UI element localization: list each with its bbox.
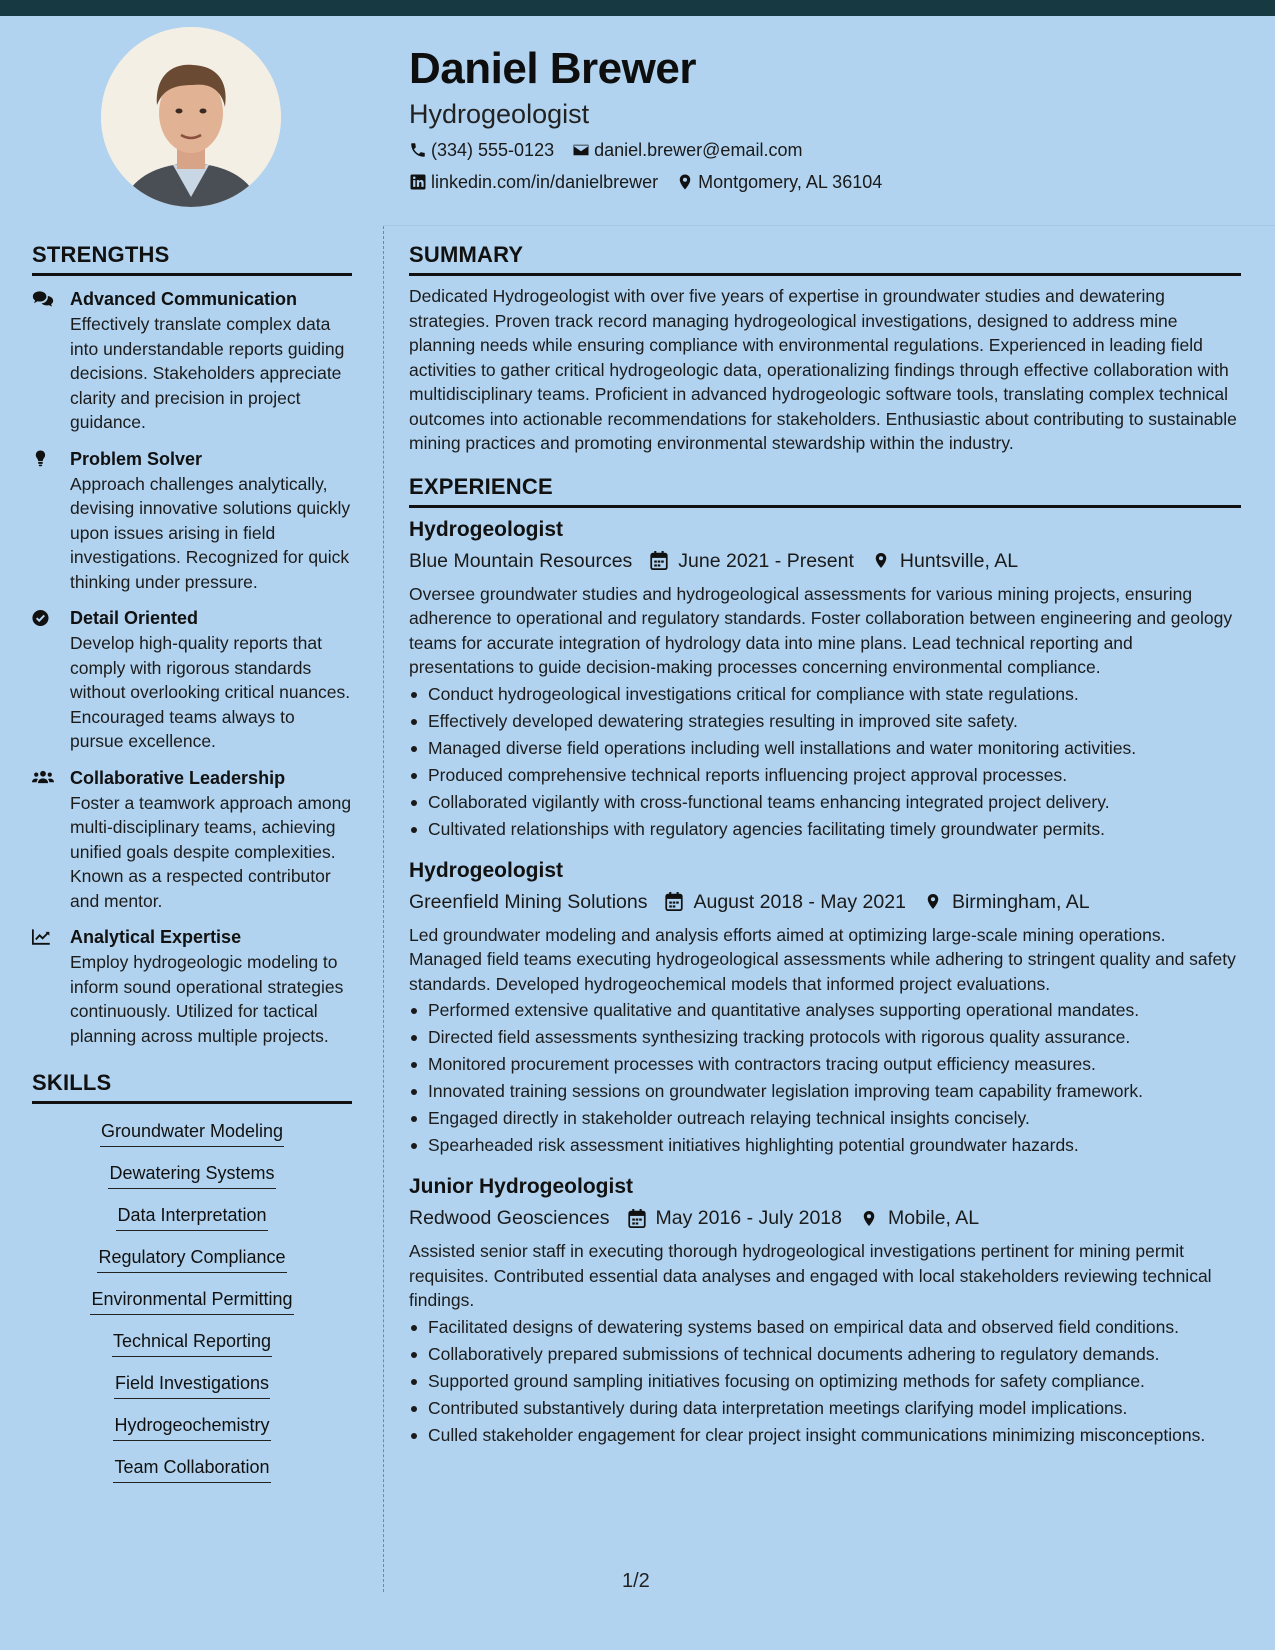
calendar-icon bbox=[650, 551, 668, 570]
skill-tag: Team Collaboration bbox=[113, 1454, 270, 1483]
page-number: 1/2 bbox=[622, 1570, 650, 1592]
phone-contact[interactable] bbox=[409, 136, 554, 164]
strength-description: Develop high-quality reports that comply with rigorous standards without overlooking critical nuances. Encouraged teams always to pursue excellence. bbox=[70, 633, 351, 751]
contact-row-2 bbox=[409, 168, 1229, 196]
linkedin-icon bbox=[409, 173, 427, 191]
job-bullet: Monitored procurement processes with contractors tracing output efficiency measures. bbox=[409, 1052, 1241, 1076]
chart-line-icon bbox=[32, 928, 54, 946]
map-pin-icon bbox=[676, 173, 694, 191]
skill-tag: Regulatory Compliance bbox=[97, 1244, 286, 1273]
top-bar bbox=[0, 0, 1275, 16]
location-text: Montgomery, AL 36104 bbox=[698, 172, 883, 192]
job-entry bbox=[409, 516, 1241, 841]
job-dates-text: August 2018 - May 2021 bbox=[693, 890, 906, 913]
job-location-text: Birmingham, AL bbox=[951, 890, 1090, 913]
job-bullet: Conduct hydrogeological investigations critical for compliance with state regulations. bbox=[409, 682, 1241, 706]
job-description: Led groundwater modeling and analysis efforts aimed at optimizing large-scale mining operations. Managed field teams executing hydrogeological assessments while adhering to stringent quality and safety standards. Developed hydrogeochemical models that informed project evaluations. bbox=[409, 924, 1236, 994]
contact-row-1 bbox=[409, 136, 1229, 164]
phone-icon bbox=[409, 141, 427, 159]
job-location bbox=[860, 1203, 979, 1233]
comments-icon bbox=[32, 290, 54, 308]
calendar-icon bbox=[628, 1209, 646, 1228]
strength-title: Collaborative Leadership bbox=[70, 767, 286, 788]
job-title: Junior Hydrogeologist bbox=[409, 1175, 634, 1198]
experience-heading: EXPERIENCE bbox=[409, 472, 1241, 508]
linkedin-contact[interactable] bbox=[409, 168, 658, 196]
linkedin-text: linkedin.com/in/danielbrewer bbox=[431, 172, 659, 192]
column-divider bbox=[383, 226, 384, 1592]
job-bullet: Spearheaded risk assessment initiatives highlighting potential groundwater hazards. bbox=[409, 1133, 1241, 1157]
summary-text: Dedicated Hydrogeologist with over five years of expertise in groundwater studies and dewatering strategies. Proven track record managing hydrogeological investigations, designed to address mine planning needs while ensuring compliance with environmental regulations. Experienced in leading field activities to gather critical hydrogeologic data, operationalizing findings through effective collaboration with multidisciplinary teams. Proficient in advanced hydrogeologic software tools, translating complex technical outcomes into actionable recommendations for stakeholders. Enthusiastic about contributing to sustainable mining practices and promoting environmental stewardship within the industry. bbox=[409, 286, 1237, 453]
job-meta bbox=[409, 546, 1241, 576]
job-bullets bbox=[409, 682, 1241, 841]
job-bullets bbox=[409, 1315, 1241, 1447]
strength-title: Detail Oriented bbox=[70, 608, 199, 628]
resume-header bbox=[409, 40, 1229, 196]
candidate-title: Hydrogeologist bbox=[409, 99, 590, 129]
job-location-text: Huntsville, AL bbox=[899, 549, 1019, 572]
strength-title: Problem Solver bbox=[70, 448, 203, 469]
job-bullet: Supported ground sampling initiatives focusing on optimizing methods for safety compliance. bbox=[409, 1369, 1241, 1393]
skill-tag: Groundwater Modeling bbox=[100, 1118, 284, 1147]
calendar-icon bbox=[665, 892, 683, 911]
skill-tag: Hydrogeochemistry bbox=[113, 1412, 270, 1441]
email-text: daniel.brewer@email.com bbox=[594, 140, 803, 160]
company-name: Greenfield Mining Solutions bbox=[409, 890, 648, 913]
strengths-list bbox=[32, 286, 352, 1048]
job-dates bbox=[665, 887, 905, 917]
job-description: Assisted senior staff in executing thorough hydrogeological investigations pertinent for mining permit requisites. Contributed essential data analyses and engaged with local stakeholders reviewing technical findings. bbox=[409, 1241, 1212, 1310]
job-bullet: Innovated training sessions on groundwater legislation improving team capability framework. bbox=[409, 1079, 1241, 1103]
job-bullet: Culled stakeholder engagement for clear project insight communications minimizing misconceptions. bbox=[409, 1423, 1241, 1447]
job-meta bbox=[409, 887, 1241, 917]
map-pin-icon bbox=[872, 551, 890, 570]
job-bullet: Performed extensive qualitative and quantitative analyses supporting operational mandates. bbox=[409, 998, 1241, 1022]
job-bullet: Directed field assessments synthesizing tracking protocols with rigorous quality assurance. bbox=[409, 1025, 1241, 1049]
strength-item bbox=[32, 605, 352, 754]
skills-heading: SKILLS bbox=[32, 1068, 352, 1104]
skill-tag: Data Interpretation bbox=[116, 1202, 267, 1231]
map-pin-icon bbox=[860, 1209, 878, 1228]
job-entry bbox=[409, 857, 1241, 1158]
strength-item bbox=[32, 446, 352, 595]
job-bullet: Engaged directly in stakeholder outreach relaying technical insights concisely. bbox=[409, 1106, 1241, 1130]
company-name: Blue Mountain Resources bbox=[409, 549, 633, 572]
job-bullet: Contributed substantively during data interpretation meetings clarifying model implications. bbox=[409, 1396, 1241, 1420]
job-entry bbox=[409, 1173, 1241, 1447]
skill-tag: Environmental Permitting bbox=[90, 1286, 293, 1315]
job-bullet: Cultivated relationships with regulatory agencies facilitating timely groundwater permits. bbox=[409, 817, 1241, 841]
job-title: Hydrogeologist bbox=[409, 858, 564, 882]
strength-title: Advanced Communication bbox=[70, 289, 298, 309]
job-location bbox=[872, 546, 1018, 576]
map-pin-icon bbox=[924, 892, 942, 911]
job-description: Oversee groundwater studies and hydrogeological assessments for various mining projects, ensuring adherence to operational and regulatory standards. Foster collaboration between engineering and geology teams for accurate integration of hydrology data into mine plans. Lead technical reporting and presentations to guide decision-making processes concerning environmental compliance. bbox=[409, 583, 1233, 677]
job-bullet: Facilitated designs of dewatering systems based on empirical data and observed field conditions. bbox=[409, 1315, 1241, 1339]
job-bullet: Managed diverse field operations including well installations and water monitoring activities. bbox=[409, 736, 1241, 760]
email-contact[interactable] bbox=[572, 136, 802, 164]
strengths-heading: STRENGTHS bbox=[32, 240, 352, 276]
job-dates-text: June 2021 - Present bbox=[678, 549, 854, 572]
left-column bbox=[32, 240, 352, 1483]
skill-tag: Field Investigations bbox=[114, 1370, 270, 1399]
strength-description: Approach challenges analytically, devising innovative solutions quickly upon issues arising in field investigations. Recognized for quick thinking under pressure. bbox=[70, 473, 351, 592]
phone-text: (334) 555-0123 bbox=[431, 140, 555, 160]
strength-description: Effectively translate complex data into understandable reports guiding decisions. Stakeholders appreciate clarity and precision in project guidance. bbox=[70, 314, 345, 432]
job-dates bbox=[650, 546, 854, 576]
candidate-name: Daniel Brewer bbox=[409, 44, 696, 93]
company-name: Redwood Geosciences bbox=[409, 1207, 610, 1229]
check-circle-icon bbox=[32, 609, 54, 627]
job-bullet: Collaborated vigilantly with cross-functional teams enhancing integrated project delivery. bbox=[409, 790, 1241, 814]
job-location-text: Mobile, AL bbox=[888, 1207, 980, 1229]
job-bullet: Effectively developed dewatering strategies resulting in improved site safety. bbox=[409, 709, 1241, 733]
strength-item bbox=[32, 924, 352, 1048]
job-dates bbox=[628, 1203, 842, 1233]
skills-list bbox=[32, 1112, 352, 1483]
header-divider bbox=[384, 225, 1275, 226]
summary-heading: SUMMARY bbox=[409, 240, 1241, 276]
skill-tag: Technical Reporting bbox=[112, 1328, 272, 1357]
lightbulb-icon bbox=[32, 450, 54, 468]
users-icon bbox=[32, 769, 54, 787]
location-contact bbox=[676, 168, 882, 196]
strength-description: Foster a teamwork approach among multi-disciplinary teams, achieving unified goals despite complexities. Known as a respected contributor and mentor. bbox=[70, 792, 352, 911]
job-bullets bbox=[409, 998, 1241, 1157]
skill-tag: Dewatering Systems bbox=[108, 1160, 275, 1189]
job-meta bbox=[409, 1203, 1241, 1233]
job-title: Hydrogeologist bbox=[409, 517, 564, 541]
profile-photo bbox=[101, 27, 281, 207]
job-dates-text: May 2016 - July 2018 bbox=[655, 1207, 842, 1229]
job-bullet: Collaboratively prepared submissions of technical documents adhering to regulatory demands. bbox=[409, 1342, 1241, 1366]
right-column bbox=[409, 240, 1241, 1450]
strength-title: Analytical Expertise bbox=[70, 927, 242, 947]
job-bullet: Produced comprehensive technical reports influencing project approval processes. bbox=[409, 763, 1241, 787]
job-location bbox=[924, 887, 1090, 917]
strength-item bbox=[32, 286, 352, 435]
envelope-icon bbox=[572, 141, 590, 159]
strength-item bbox=[32, 765, 352, 914]
strength-description: Employ hydrogeologic modeling to inform sound operational strategies continuously. Utilized for tactical planning across multiple projects. bbox=[70, 952, 344, 1046]
